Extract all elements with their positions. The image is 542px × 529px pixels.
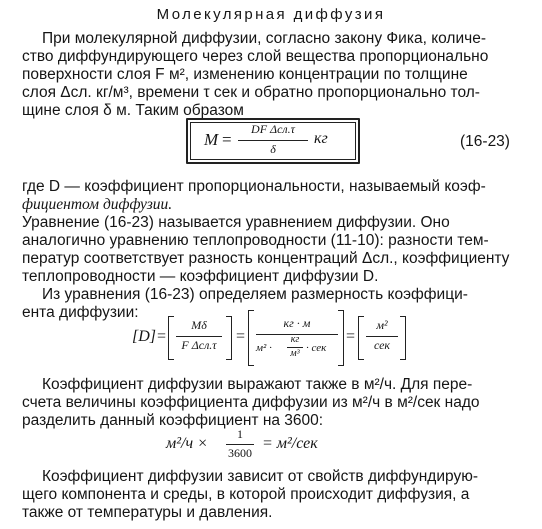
eq3-denominator: 3600 — [228, 446, 252, 460]
p6-line-3: также от температуры и давления. — [22, 504, 273, 521]
eq1-number: (16-23) — [460, 133, 510, 150]
section-title: Молекулярная диффузия — [156, 6, 386, 23]
p5-line-3: разделить данный коэффициент на 3600: — [22, 412, 324, 429]
eq2-f2-numerator: кг · м — [283, 316, 311, 330]
eq2-bracket-1-right — [226, 316, 232, 360]
eq3-numerator: 1 — [237, 427, 243, 441]
eq2-f3-numerator: м² — [376, 318, 388, 332]
p6-line-1: Коэффициент диффузии зависит от свойств диффундирую- — [42, 468, 478, 485]
p4-line-2: ента диффузии: — [22, 304, 139, 321]
eq2-equals-3: = — [346, 328, 356, 345]
eq1-numerator: DF Δсл.τ — [251, 122, 295, 136]
p2-line-2: фициентом диффузии. — [22, 196, 173, 213]
eq3-right: = м²/сек — [262, 435, 318, 452]
eq2-f2-den-a: м² · — [256, 342, 272, 354]
eq2-f1-numerator: Mδ — [191, 318, 207, 332]
eq2-f2-den-frac-numerator: кг — [290, 334, 300, 345]
p4-line-1: Из уравнения (16-23) определяем размерность коэффици- — [42, 286, 468, 303]
eq2-f3-denominator: сек — [373, 338, 391, 352]
eq2-f1-bar — [176, 336, 222, 337]
p1-line-4: слоя Δсл. кг/м³, времени τ сек и обратно пропорционально тол- — [22, 84, 480, 101]
eq2-f1-denominator: F Δсл.τ — [181, 338, 217, 352]
p5-line-2: счета величины коэффициента диффузии из м²/ч в м²/сек надо — [22, 394, 480, 411]
p1-line-5: щине слоя δ м. Таким образом — [22, 102, 244, 119]
eq3-left: м²/ч × — [166, 435, 208, 452]
eq2-f2-den-frac-denominator: м³ — [290, 348, 300, 359]
eq2-bracket-3-right — [400, 316, 406, 360]
eq2-lhs: [D] — [132, 328, 157, 345]
eq1-lhs: M — [204, 130, 219, 149]
p1-line-3: поверхности слоя F м², изменению концентрации по толщине — [22, 66, 468, 83]
p2-line-1: где D — коэффициент пропорциональности, называемый коэф- — [22, 178, 486, 195]
eq2-equals-1: = — [157, 328, 167, 345]
p3-line-1: Уравнение (16-23) называется уравнением диффузии. Оно — [22, 214, 450, 231]
eq1-unit: кг — [314, 130, 328, 147]
p3-line-2: аналогично уравнению теплопроводности (11-10): разности тем- — [22, 232, 489, 249]
eq2-bracket-2-right — [338, 310, 344, 366]
eq2-equals-2: = — [236, 328, 246, 345]
p1-line-2: ство диффундирующего через слой вещества пропорционально — [22, 48, 489, 65]
p1-line-1: При молекулярной диффузии, согласно закону Фика, количе- — [42, 30, 486, 47]
p3-line-3: ператур соответствует разность концентраций Δсл., коэффициенту — [22, 250, 510, 267]
p5-line-1: Коэффициент диффузии выражают также в м²/ч. Для пере- — [42, 376, 473, 393]
eq3-fraction-bar — [226, 444, 254, 445]
p3-line-4: теплопроводности — коэффициент диффузии D. — [22, 268, 379, 285]
eq1-fraction-bar — [238, 140, 308, 141]
eq1-denominator: δ — [270, 142, 276, 156]
p6-line-2: щего компонента и среды, в которой происходит диффузия, а — [22, 486, 470, 503]
eq2-f2-den-b: · сек — [306, 342, 327, 354]
eq1-equals: = — [222, 130, 232, 149]
eq2-f3-bar — [366, 336, 398, 337]
